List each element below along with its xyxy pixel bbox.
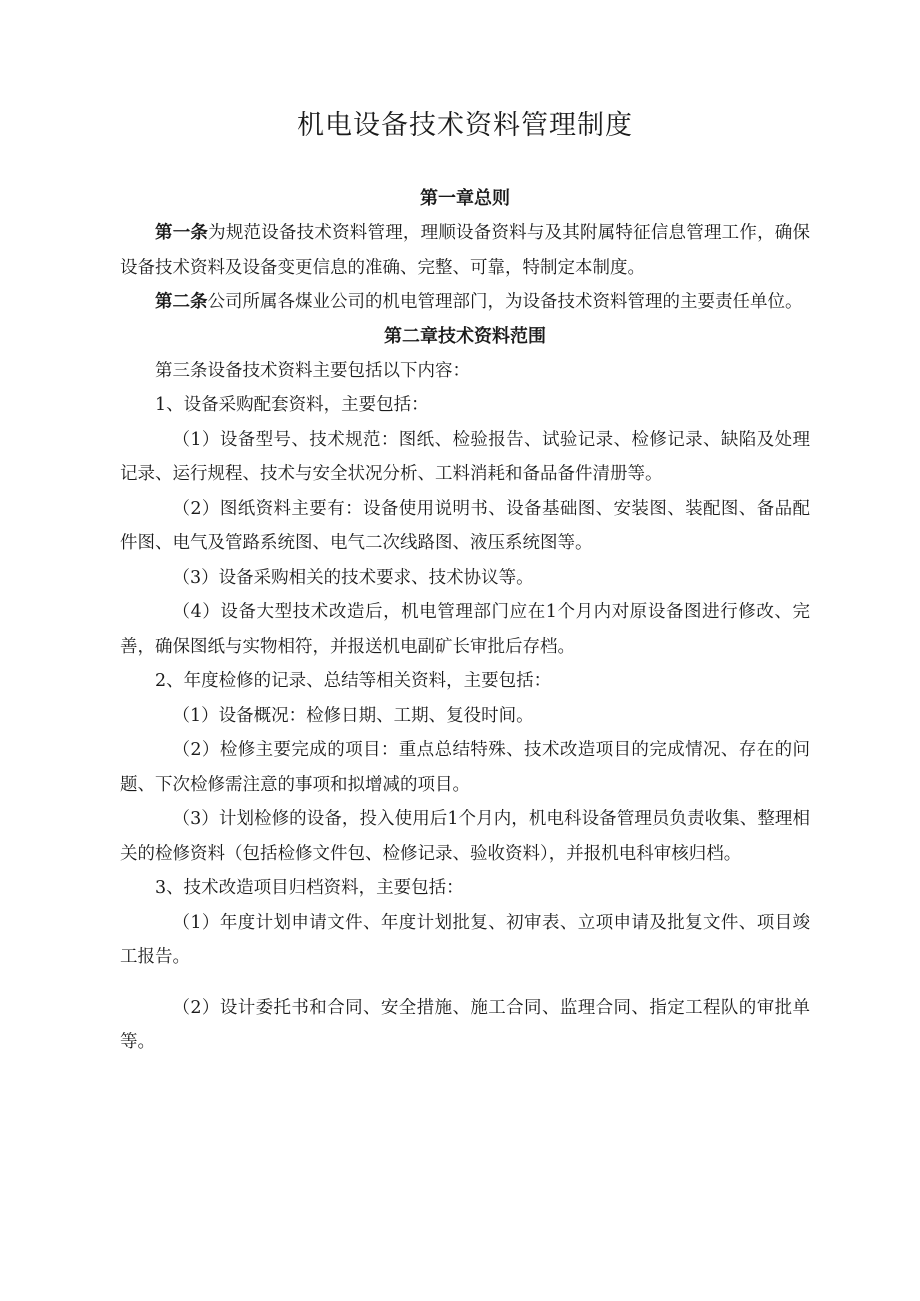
chapter-1-heading: 第一章总则 [420, 188, 510, 209]
article-1-text: 为规范设备技术资料管理，理顺设备资料与及其附属特征信息管理工作，确保设备技术资料及设备变更信息的准确、完整、可靠，特制定本制度。 [120, 223, 810, 278]
section-1-item-2: （2）图纸资料主要有：设备使用说明书、设备基础图、安装图、装配图、备品配件图、电气及管路系统图、电气二次线路图、液压系统图等。 [120, 498, 810, 553]
article-2-text: 公司所属各煤业公司的机电管理部门，为设备技术资料管理的主要责任单位。 [207, 292, 803, 312]
chapter-2-heading: 第二章技术资料范围 [384, 325, 546, 347]
section-1-title: 1、设备采购配套资料，主要包括： [155, 395, 429, 415]
section-2-item-2: （2）检修主要完成的项目：重点总结特殊、技术改造项目的完成情况、存在的问题、下次检修需注意的事项和拟增减的项目。 [120, 740, 810, 795]
section-2-item-3: （3）计划检修的设备，投入使用后1个月内，机电科设备管理员负责收集、整理相关的检修资料（包括检修文件包、检修记录、验收资料），并报机电科审核归档。 [120, 809, 810, 864]
article-1-lead: 第一条 [155, 223, 209, 243]
section-2-title: 2、年度检修的记录、总结等相关资料，主要包括： [155, 671, 552, 691]
document-title: 机电设备技术资料管理制度 [297, 110, 633, 141]
section-3-item-1: （1）年度计划申请文件、年度计划批复、初审表、立项申请及批复文件、项目竣工报告。 [120, 912, 810, 967]
section-3-title: 3、技术改造项目归档资料，主要包括： [155, 878, 464, 898]
section-1-item-1: （1）设备型号、技术规范：图纸、检验报告、试验记录、检修记录、缺陷及处理记录、运行规程、技术与安全状况分析、工料消耗和备品备件清册等。 [120, 429, 810, 484]
section-1-item-3: （3）设备采购相关的技术要求、技术协议等。 [172, 567, 534, 588]
section-2-item-1: （1）设备概况：检修日期、工期、复役时间。 [172, 705, 534, 726]
article-2-lead: 第二条 [155, 292, 208, 312]
section-1-item-4: （4）设备大型技术改造后，机电管理部门应在1个月内对原设备图进行修改、完善，确保图纸与实物相符，并报送机电副矿长审批后存档。 [120, 602, 810, 657]
article-2 [120, 285, 810, 320]
section-3-item-2: （2）设计委托书和合同、安全措施、施工合同、监理合同、指定工程队的审批单等。 [120, 997, 810, 1052]
article-3: 第三条设备技术资料主要包括以下内容： [155, 360, 470, 381]
article-1 [120, 216, 810, 285]
